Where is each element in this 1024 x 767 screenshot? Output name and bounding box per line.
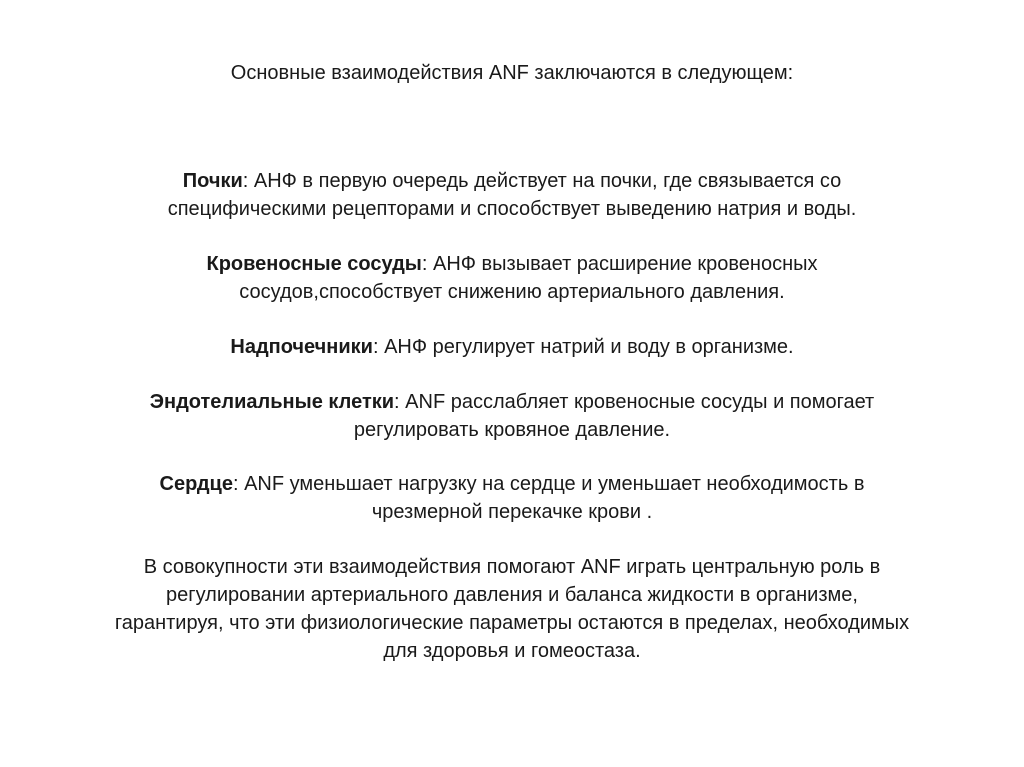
separator: : — [372, 336, 379, 358]
interaction-adrenal-glands — [112, 333, 912, 361]
separator: : — [242, 170, 249, 192]
separator: : — [232, 473, 239, 495]
interaction-endothelial-cells — [112, 388, 912, 444]
interaction-blood-vessels — [112, 250, 912, 306]
description-blood-vessels: АНФ вызывает расширение кровеносных сосудов,способствует снижению артериального давления. — [239, 253, 818, 303]
description-adrenal-glands: АНФ регулирует натрий и воду в организме. — [378, 336, 794, 358]
conclusion-paragraph: В совокупности эти взаимодействия помогают ANF играть центральную роль в регулировании артериального давления и баланса жидкости в организме, гарантируя, что эти физиологические параметры остаются в пределах, необходимых для здоровья и гомеостаза. — [114, 556, 910, 662]
description-heart: ANF уменьшает нагрузку на сердце и уменьшает необходимость в чрезмерной перекачке крови . — [238, 473, 865, 523]
term-blood-vessels: Кровеносные сосуды — [206, 253, 422, 275]
term-endothelial-cells: Эндотелиальные клетки — [149, 391, 395, 413]
slide-title: Основные взаимодействия ANF заключаются в следующем: — [230, 62, 794, 84]
term-adrenal-glands: Надпочечники — [230, 336, 373, 358]
description-endothelial-cells: ANF расслабляет кровеносные сосуды и помогает регулировать кровяное давление. — [353, 391, 875, 441]
interaction-heart — [112, 470, 912, 526]
description-kidneys: АНФ в первую очередь действует на почки, где связывается со специфическими рецепторами и способствует выведению натрия и воды. — [167, 170, 857, 220]
term-kidneys: Почки — [182, 170, 243, 192]
interaction-kidneys — [112, 167, 912, 223]
term-heart: Сердце — [159, 473, 233, 495]
separator: : — [394, 391, 400, 413]
separator: : — [421, 253, 428, 275]
